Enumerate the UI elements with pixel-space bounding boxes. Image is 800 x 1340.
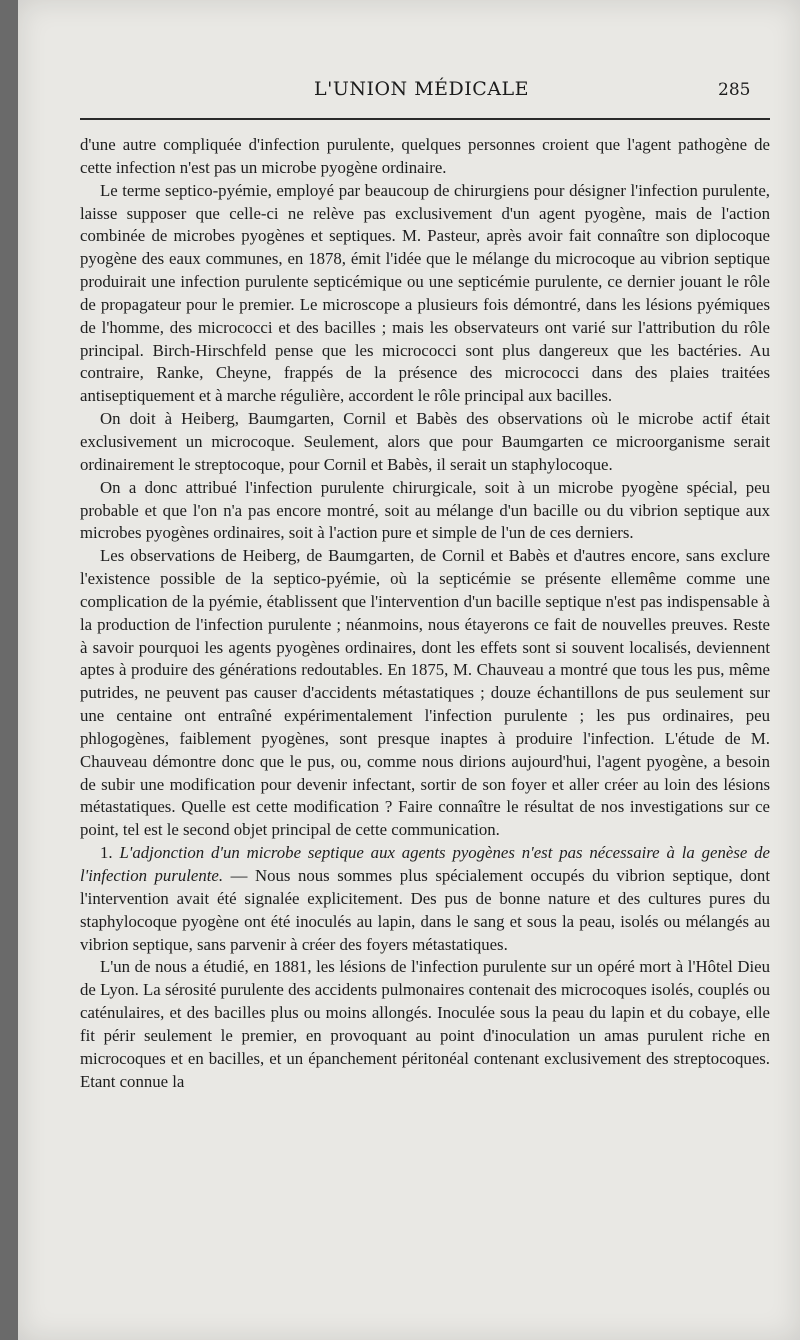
running-title: L'UNION MÉDICALE	[314, 78, 530, 100]
section-title: L'adjonction d'un microbe septique aux agents pyogènes n'est pas nécessaire à la genèse de l'infection purulente.	[80, 843, 770, 885]
paragraph: On doit à Heiberg, Baumgarten, Cornil et Babès des observations où le microbe actif était exclusivement un microcoque. Seulement, alors que pour Baumgarten ce microorganisme serait ordinairement le streptocoque, pour Cornil et Babès, il serait un staphylocoque.	[80, 409, 770, 474]
paragraph: On a donc attribué l'infection purulente chirurgicale, soit à un microbe pyogène spécial, peu probable et que l'on n'a pas encore montré, soit au mélange d'un bacille ou du vibrion septique aux microbes pyogènes ordinaires, soit à l'action pure et simple de l'un de ces derniers.	[80, 477, 770, 543]
page-number: 285	[718, 80, 751, 100]
section-heading-paragraph	[80, 842, 770, 956]
paragraph: d'une autre compliquée d'infection purulente, quelques personnes croient que l'agent pathogène de cette infection n'est pas un microbe pyogène ordinaire.	[80, 135, 770, 177]
paragraph: Le terme septico-pyémie, employé par beaucoup de chirurgiens pour désigner l'infection purulente, laisse supposer que celle-ci ne relève pas exclusivement d'un agent pyogène, mais de l'action combinée de microbes pyogènes et septiques. M. Pasteur, après avoir fait connaître son diplocoque pyogène des eaux communes, en 1878, émit l'idée que le mélange du microcoque au vibrion septique produirait une infection purulente septicémique ou une septicémie purulente, ce dernier jouant le rôle de propagateur pour le premier. Le microscope a plusieurs fois démontré, dans les lésions pyémiques de l'homme, des micrococci et des bacilles ; mais les observateurs ont varié sur l'attribution du rôle principal. Birch-Hirschfeld pense que les micrococci sont plus dangereux que les bactéries. Au contraire, Ranke, Cheyne, frappés de la présence des micrococci dans des plaies traitées antiseptiquement et à marche régulière, accordent le rôle principal aux bacilles.	[80, 180, 770, 406]
paragraph: L'un de nous a étudié, en 1881, les lésions de l'infection purulente sur un opéré mort à l'Hôtel Dieu de Lyon. La sérosité purulente des accidents pulmonaires contenait des microcoques isolés, couplés ou caténulaires, et des bacilles plus ou moins allongés. Inoculée sous la peau du lapin et du cobaye, elle fit périr seulement le premier, en provoquant au point d'inoculation un amas purulent riche en microcoques et en bacilles, et un épanchement péritonéal contenant exclusivement des streptocoques. Etant connue la	[80, 957, 770, 1091]
paragraph: Les observations de Heiberg, de Baumgarten, de Cornil et Babès et d'autres encore, sans exclure l'existence possible de la septico-pyémie, où la septicémie se présente ellemême comme une complication de la pyémie, établissent que l'intervention d'un bacille septique n'est pas indispensable à la production de l'infection purulente ; néanmoins, nous étayerons ce fait de nouvelles preuves. Reste à savoir pourquoi les agents pyogènes ordinaires, dont les effets sont si souvent localisés, deviennent aptes à produire des générations redoutables. En 1875, M. Chauveau a montré que tous les pus, même putrides, ne peuvent pas causer d'accidents métastatiques ; douze échantillons de pus seulement sur une centaine ont entraîné expérimentalement l'infection purulente ; les pus ordinaires, peu phlogogènes, faiblement pyogènes, sont presque inaptes à produire l'infection. L'étude de M. Chauveau démontre donc que le pus, ou, comme nous dirions aujourd'hui, l'agent pyogène, a besoin de subir une modification pour devenir infectant, sortir de son foyer et aller créer au loin des lésions métastatiques. Quelle est cette modification ? Faire connaître le résultat de nos investigations sur ce point, tel est le second objet principal de cette communication.	[80, 546, 770, 840]
header-rule	[80, 118, 770, 120]
page-header	[18, 74, 800, 114]
section-text: — Nous nous sommes plus spécialement occupés du vibrion septique, dont l'intervention avait été signalée explicitement. Des pus de bonne nature et des cultures pures du staphylocoque pyogène ont été inoculés au lapin, dans le sang et sous la peau, isolés ou mélangés au vibrion septique, sans parvenir à créer des foyers métastatiques.	[80, 866, 770, 954]
body-text	[80, 134, 770, 1093]
section-number: 1.	[100, 843, 113, 863]
document-page	[18, 0, 800, 1340]
